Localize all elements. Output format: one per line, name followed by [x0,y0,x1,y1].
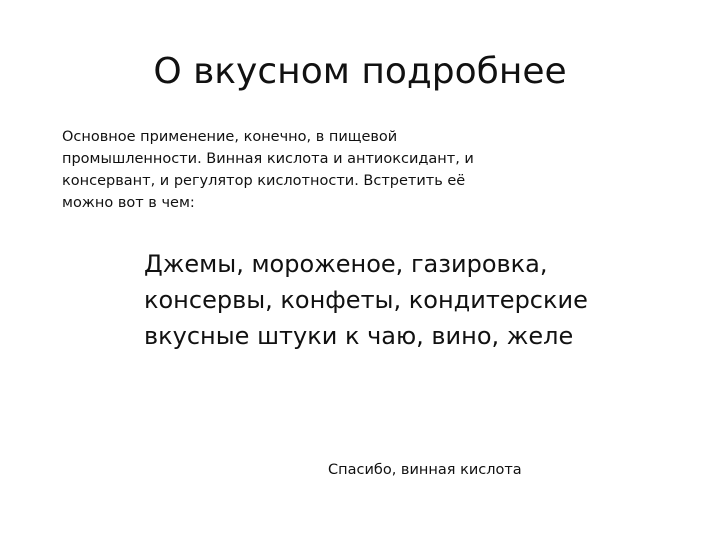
thanks-caption: Спасибо, винная кислота [328,462,522,478]
slide-title: О вкусном подробнее [153,51,567,92]
intro-paragraph: Основное применение, конечно, в пищевой промышленности. Винная кислота и антиоксидант, и консервант, и регулятор кислотности. Встретить её можно вот в чем: [62,129,474,211]
products-list-text: Джемы, мороженое, газировка, консервы, конфеты, кондитерские вкусные штуки к чаю, вино, желе [144,250,588,350]
